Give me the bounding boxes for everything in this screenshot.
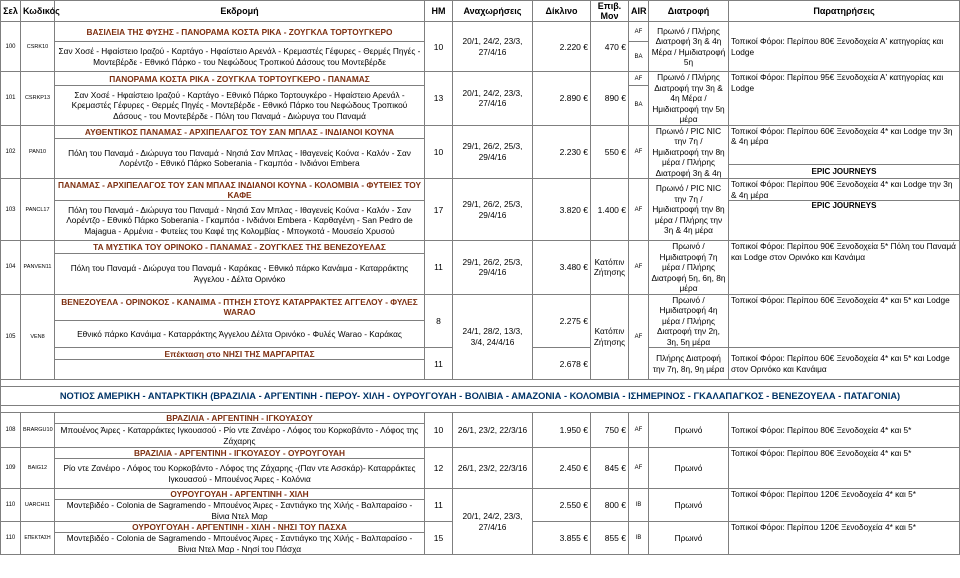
row-price: 1.950 € — [533, 413, 591, 448]
row-dates: 20/1, 24/2, 23/3, 27/4/16 — [453, 72, 533, 126]
extension-price: 2.678 € — [533, 348, 591, 380]
single-value: 750 — [604, 425, 619, 435]
row-route: ΒΑΣΙΛΕΙΑ ΤΗΣ ΦΥΣΗΣ - ΠΑΝΟΡΑΜΑ ΚΟΣΤΑ ΡΙΚΑ - ΖΟΥΓΚΛΑ ΤΟΡΤΟΥΓΚΕΡΟ — [55, 22, 425, 42]
row-desc: Μοντεβιδέο - Colonia de Sagramendo - Μπουένος Άιρες - Σαντιάγκο της Χιλής - Βαλπαραίσο - Βίνια Ντελ Μαρ - Νησί του Πάσχα — [55, 533, 425, 555]
price-value: 2.550 — [559, 500, 581, 510]
single-value: 550 — [604, 146, 619, 157]
table-row — [1, 489, 960, 500]
row-route: ΒΡΑΖΙΛΙΑ - ΑΡΓΕΝΤΙΝΗ - ΙΓΚΟΥΑΣΟΥ — [55, 413, 425, 424]
row-desc: Σαν Χοσέ - Ηφαίστειο Ιραζού - Καρτάγο - Εθνικό Πάρκο Τορτουγκέρο - Ηφαίστειο Αρενάλ - Κρεμαστές Γέφυρες - Θερμές Πηγές - Μοντεβέρδε - Εθνικό Πάρκο του Νεφώδους Τροπικού Δάσους - του Μοντεβέρδε - Πόλη του Παναμά - Διώρυγα του Παναμά — [55, 86, 425, 125]
table-row — [1, 179, 960, 201]
table-row — [1, 448, 960, 459]
row-air: AF — [629, 125, 649, 179]
row-code: ΕΠΕΚΤΑΣΗ — [21, 522, 55, 555]
row-board: Πρωινό / PIC NIC την 7η / Ημιδιατροφή την 8η μέρα / Πλήρης Διατροφή 3η & 4η — [649, 125, 729, 179]
header-tour: Εκδρομή — [55, 1, 425, 22]
row-notes: Τοπικοί Φόροι: Περίπου 120€ Ξενοδοχεία 4* και 5* — [729, 522, 960, 555]
row-desc: Μοντεβιδέο - Colonia de Sagramendo - Μπουένος Άιρες - Σαντιάγκο της Χιλής - Βαλπαραίσο - Βίνια Ντελ Μαρ — [55, 500, 425, 522]
epic-journeys-label: EPIC JOURNEYS — [729, 201, 960, 241]
row-days: 8 — [425, 294, 453, 348]
row-dates: 29/1, 26/2, 25/3, 29/4/16 — [453, 179, 533, 241]
row-route: ΠΑΝΑΜΑΣ - ΑΡΧΙΠΕΛΑΓΟΣ ΤΟΥ ΣΑΝ ΜΠΛΑΣ ΙΝΔΙΑΝΟΙ ΚΟΥΝΑ - ΚΟΛΟΜΒΙΑ - ΦΥΤΕΙΕΣ ΤΟΥ ΚΑΦΕ — [55, 179, 425, 201]
row-code: CSRKP13 — [21, 72, 55, 126]
row-sn: 108 — [1, 413, 21, 448]
row-days: 12 — [425, 448, 453, 489]
row-dates: 26/1, 23/2, 22/3/16 — [453, 413, 533, 448]
row-price: 2.890 € — [533, 72, 591, 126]
row-board: Πρωινό — [649, 522, 729, 555]
row-desc: Σαν Χοσέ - Ηφαίστειο Ιραζού - Καρτάγο - Ηφαίστειο Αρενάλ - Κρεμαστές Γέφυρες - Θερμές Πηγές - Μοντεβέρδε - Εθνικό Πάρκο - του Νεφώδους Τροπικού Δάσους του Μοντεβέρδε — [55, 42, 425, 72]
row-dates: 29/1, 26/2, 25/3, 29/4/16 — [453, 241, 533, 295]
row-code: PAN10 — [21, 125, 55, 179]
row-notes: Τοπικοί Φόροι: Περίπου 90€ Ξενοδοχεία 4* και Lodge την 3η & 4η μέρα — [729, 179, 960, 201]
row-notes: Τοπικοί Φόροι: Περίπου 90€ Ξενοδοχεία 5* Πόλη του Παναμά και Lodge στον Ορινόκο και Κανάιμα — [729, 241, 960, 295]
row-single: 800 € — [591, 489, 629, 522]
price-value: 2.678 — [559, 358, 581, 369]
row-route: ΑΥΘΕΝΤΙΚΟΣ ΠΑΝΑΜΑΣ - ΑΡΧΙΠΕΛΑΓΟΣ ΤΟΥ ΣΑΝ ΜΠΛΑΣ - ΙΝΔΙΑΝΟΙ ΚΟΥΝΑ — [55, 125, 425, 138]
row-route: ΟΥΡΟΥΓΟΥΑΗ - ΑΡΓΕΝΤΙΝΗ - ΧΙΛΗ - ΝΗΣΙ ΤΟΥ ΠΑΣΧΑ — [55, 522, 425, 533]
row-notes: Τοπικοί Φόροι: Περίπου 80€ Ξενοδοχεία 4* και 5* — [729, 413, 960, 448]
single-value: 890 — [604, 93, 619, 104]
row-price: 2.275 € — [533, 294, 591, 348]
row-price: 3.480 € — [533, 241, 591, 295]
row-notes: Τοπικοί Φόροι: Περίπου 60€ Ξενοδοχεία 4* και Lodge την 3η & 4η μέρα — [729, 125, 960, 165]
row-sn: 109 — [1, 448, 21, 489]
row-desc: Ρίο ντε Ζανέιρο - Λόφος του Κορκοβάντο - Λόφος της Ζάχαρης -(Παν ντε Ασσκάρ)- Καταρράκτες Ιγκουασού - Μπουένος Άιρες - Κολόνια — [55, 459, 425, 489]
row-notes: Τοπικοί Φόροι: Περίπου 95€ Ξενοδοχεία Α' κατηγορίας και Lodge — [729, 72, 960, 126]
row-sn: 110 — [1, 522, 21, 555]
single-value: 845 — [604, 463, 619, 473]
row-sn: 110 — [1, 489, 21, 522]
extension-days: 11 — [425, 348, 453, 380]
row-air: IB — [629, 522, 649, 555]
row-price: 3.820 € — [533, 179, 591, 241]
header-days: ΗΜ — [425, 1, 453, 22]
row-board: Πρωινό — [649, 489, 729, 522]
price-value: 3.480 — [559, 262, 581, 273]
extension-notes: Τοπικοί Φόροι: Περίπου 60€ Ξενοδοχεία 4* και 5* και Lodge στον Ορινόκο και Κανάιμα — [729, 348, 960, 380]
table-row — [1, 22, 960, 42]
row-board: Πρωινό / Πλήρης Διατροφή την 3η & 4η Μέρα / Ημιδιατροφή την 5η μέρα — [649, 72, 729, 126]
row-single: 845 € — [591, 448, 629, 489]
row-dates: 29/1, 26/2, 25/3, 29/4/16 — [453, 125, 533, 179]
row-desc: Εθνικό πάρκο Κανάιμα - Καταρράκτης Άγγελου Δέλτα Ορινόκο - Φυλές Warao - Καράκας — [55, 321, 425, 348]
row-price: 2.450 € — [533, 448, 591, 489]
row-air: AF — [629, 179, 649, 241]
row-sn: 105 — [1, 294, 21, 380]
row-notes: Τοπικοί Φόροι: Περίπου 120€ Ξενοδοχεία 4* και 5* — [729, 489, 960, 522]
row-price: 2.550 € — [533, 489, 591, 522]
row-notes: Τοπικοί Φόροι: Περίπου 80€ Ξενοδοχεία 4* και 5* — [729, 448, 960, 489]
region-banner: ΝΟΤΙΟΣ ΑΜΕΡΙΚΗ - ΑΝΤΑΡΚΤΙΚΗ (ΒΡΑΖΙΛΙΑ - ΑΡΓΕΝΤΙΝΗ - ΠΕΡΟΥ- ΧΙΛΗ - ΟΥΡΟΥΓΟΥΑΗ - ΒΟΛΙΒΙΑ - ΑΜΑΖΟΝΙΑ - ΚΟΛΟΜΒΙΑ - ΙΣΗΜΕΡΙΝΟΣ - ΓΚΑΛΑΠΑΓΚΟΣ - ΒΕΝΕΖΟΥΕΛΑ - ΠΑΤΑΓΟΝΙΑ) — [1, 387, 960, 406]
row-days: 10 — [425, 125, 453, 179]
extension-desc-empty — [55, 360, 425, 380]
header-sn: Σελ — [1, 1, 21, 22]
header-price: Δίκλινο — [533, 1, 591, 22]
price-value: 2.275 — [559, 315, 581, 326]
row-desc: Πόλη του Παναμά - Διώρυγα του Παναμά - Νησιά Σαν Μπλας - Ιθαγενείς Κούνα - Καλόν - Σαν Λορέντζο - Εθνικό Πάρκο Soberania - Γκαμπόα - Ινδιάνοι Embera — [55, 138, 425, 179]
row-notes: Τοπικοί Φόροι: Περίπου 60€ Ξενοδοχεία 4* και 5* και Lodge — [729, 294, 960, 348]
row-single: 750 € — [591, 413, 629, 448]
row-route: ΠΑΝΟΡΑΜΑ ΚΟΣΤΑ ΡΙΚΑ - ΖΟΥΓΚΛΑ ΤΟΡΤΟΥΓΚΕΡΟ - ΠΑΝΑΜΑΣ — [55, 72, 425, 86]
row-dates: 20/1, 24/2, 23/3, 27/4/16 — [453, 489, 533, 555]
row-air: IB — [629, 489, 649, 522]
row-code: PANCL17 — [21, 179, 55, 241]
table-row — [1, 294, 960, 321]
region-banner-row — [1, 387, 960, 406]
extension-route: Επέκταση στο ΝΗΣΙ ΤΗΣ ΜΑΡΓΑΡΙΤΑΣ — [55, 348, 425, 360]
row-code: BRARGU10 — [21, 413, 55, 448]
single-value: 800 — [604, 500, 619, 510]
row-single: Κατόπιν Ζήτησης — [591, 294, 629, 380]
header-departures: Αναχωρήσεις — [453, 1, 533, 22]
row-single: Κατόπιν Ζήτησης — [591, 241, 629, 295]
row-price: 2.230 € — [533, 125, 591, 179]
price-value: 2.220 — [559, 41, 581, 52]
row-sn: 101 — [1, 72, 21, 126]
row-days: 11 — [425, 241, 453, 295]
header-single: Επιβ. Μον — [591, 1, 629, 22]
row-board: Πρωινό / PIC NIC την 7η / Ημιδιατροφή την 8η μέρα / Πλήρης την 3η & 4η μέρα — [649, 179, 729, 241]
row-code: BAIG12 — [21, 448, 55, 489]
row-air: AF — [629, 448, 649, 489]
row-code: UARCH11 — [21, 489, 55, 522]
row-single: 470 € — [591, 22, 629, 72]
row-single: 890 € — [591, 72, 629, 126]
row-sn: 104 — [1, 241, 21, 295]
row-single: 855 € — [591, 522, 629, 555]
price-value: 3.820 — [559, 204, 581, 215]
single-value: 855 — [604, 533, 619, 543]
single-value: 1.400 — [597, 204, 619, 215]
row-board: Πρωινό — [649, 448, 729, 489]
row-days: 17 — [425, 179, 453, 241]
row-desc: Πόλη του Παναμά - Διώρυγα του Παναμά - Καράκας - Εθνικό πάρκο Κανάιμα - Καταρράκτης Άγγελου - Δέλτα Ορινόκο — [55, 254, 425, 294]
row-dates: 24/1, 28/2, 13/3, 3/4, 24/4/16 — [453, 294, 533, 380]
row-route: ΟΥΡΟΥΓΟΥΑΗ - ΑΡΓΕΝΤΙΝΗ - ΧΙΛΗ — [55, 489, 425, 500]
row-days: 10 — [425, 22, 453, 72]
price-value: 2.230 — [559, 146, 581, 157]
row-board: Πρωινό — [649, 413, 729, 448]
row-price: 2.220 € — [533, 22, 591, 72]
row-dates: 20/1, 24/2, 23/3, 27/4/16 — [453, 22, 533, 72]
header-row — [1, 1, 960, 22]
row-desc: Μπουένος Άιρες - Καταρράκτες Ιγκουασού - Ρίο ντε Ζανέιρο - Λόφος του Κορκοβάντο - Λόφος της Ζάχαρης — [55, 424, 425, 448]
row-days: 13 — [425, 72, 453, 126]
row-sn: 100 — [1, 22, 21, 72]
row-air: AF — [629, 294, 649, 380]
row-board: Πρωινό / Ημιδιατροφή 7η μέρα / Πλήρης Διατροφή 5η, 6η, 8η μέρα — [649, 241, 729, 295]
row-code: VEN8 — [21, 294, 55, 380]
row-days: 10 — [425, 413, 453, 448]
row-board: Πρωινό / Πλήρης Διατροφή 3η & 4η Μέρα / Ημιδιατροφή 5η — [649, 22, 729, 72]
row-sn: 103 — [1, 179, 21, 241]
price-value: 2.890 — [559, 93, 581, 104]
row-air-2: BA — [629, 42, 649, 72]
row-air: AF — [629, 413, 649, 448]
header-notes: Παρατηρήσεις — [729, 1, 960, 22]
header-code: Κωδικός — [21, 1, 55, 22]
row-dates: 26/1, 23/2, 22/3/16 — [453, 448, 533, 489]
row-air: AF — [629, 241, 649, 295]
single-value: 470 — [604, 41, 619, 52]
table-row — [1, 413, 960, 424]
spacer-row — [1, 380, 960, 387]
row-price: 3.855 € — [533, 522, 591, 555]
table-row — [1, 241, 960, 254]
row-route: ΒΕΝΕΖΟΥΕΛΑ - ΟΡΙΝΟΚΟΣ - ΚΑΝΑΙΜΑ - ΠΤΗΣΗ ΣΤΟΥΣ ΚΑΤΑΡΡΑΚΤΕΣ ΑΓΓΕΛΟΥ - ΦΥΛΕΣ WARAO — [55, 294, 425, 321]
row-route: ΤΑ ΜΥΣΤΙΚΑ ΤΟΥ ΟΡΙΝΟΚΟ - ΠΑΝΑΜΑΣ - ΖΟΥΓΚΛΕΣ ΤΗΣ ΒΕΝΕΖΟΥΕΛΑΣ — [55, 241, 425, 254]
row-air: AF — [629, 22, 649, 42]
row-days: 11 — [425, 489, 453, 522]
row-sn: 102 — [1, 125, 21, 179]
row-single: 550 € — [591, 125, 629, 179]
row-days: 15 — [425, 522, 453, 555]
spacer-row — [1, 406, 960, 413]
table-row — [1, 125, 960, 138]
row-air-2: BA — [629, 86, 649, 125]
row-code: CSRK10 — [21, 22, 55, 72]
table-row — [1, 72, 960, 86]
extension-board: Πλήρης Διατροφή την 7η, 8η, 9η μέρα — [649, 348, 729, 380]
row-notes: Τοπικοί Φόροι: Περίπου 80€ Ξενοδοχεία Α' κατηγορίας και Lodge — [729, 22, 960, 72]
price-value: 2.450 — [559, 463, 581, 473]
header-air: AIR — [629, 1, 649, 22]
row-desc: Πόλη του Παναμά - Διώρυγα του Παναμά - Νησιά Σαν Μπλας - Ιθαγενείς Κούνα - Καλόν - Σαν Λορέντζο - Εθνικό Πάρκο Soberania - Γκαμπόα - Ινδιάνοι Embera - Καρθαγένη - San Pedro de Majagua - Αρμένια - Φυτείες του Καφέ της Κολομβίας - Μπογκοτά - Μουσείο Χρυσού — [55, 201, 425, 241]
row-route: ΒΡΑΖΙΛΙΑ - ΑΡΓΕΝΤΙΝΗ - ΙΓΚΟΥΑΣΟΥ - ΟΥΡΟΥΓΟΥΑΗ — [55, 448, 425, 459]
row-single: 1.400 € — [591, 179, 629, 241]
price-value: 1.950 — [559, 425, 581, 435]
price-value: 3.855 — [559, 533, 581, 543]
row-code: PANVEN11 — [21, 241, 55, 295]
epic-journeys-label: EPIC JOURNEYS — [729, 165, 960, 179]
row-air: AF — [629, 72, 649, 86]
row-board: Πρωινό / Ημιδιατροφή 4η μέρα / Πλήρης Διατροφή την 2η, 3η, 5η μέρα — [649, 294, 729, 348]
header-board: Διατροφή — [649, 1, 729, 22]
